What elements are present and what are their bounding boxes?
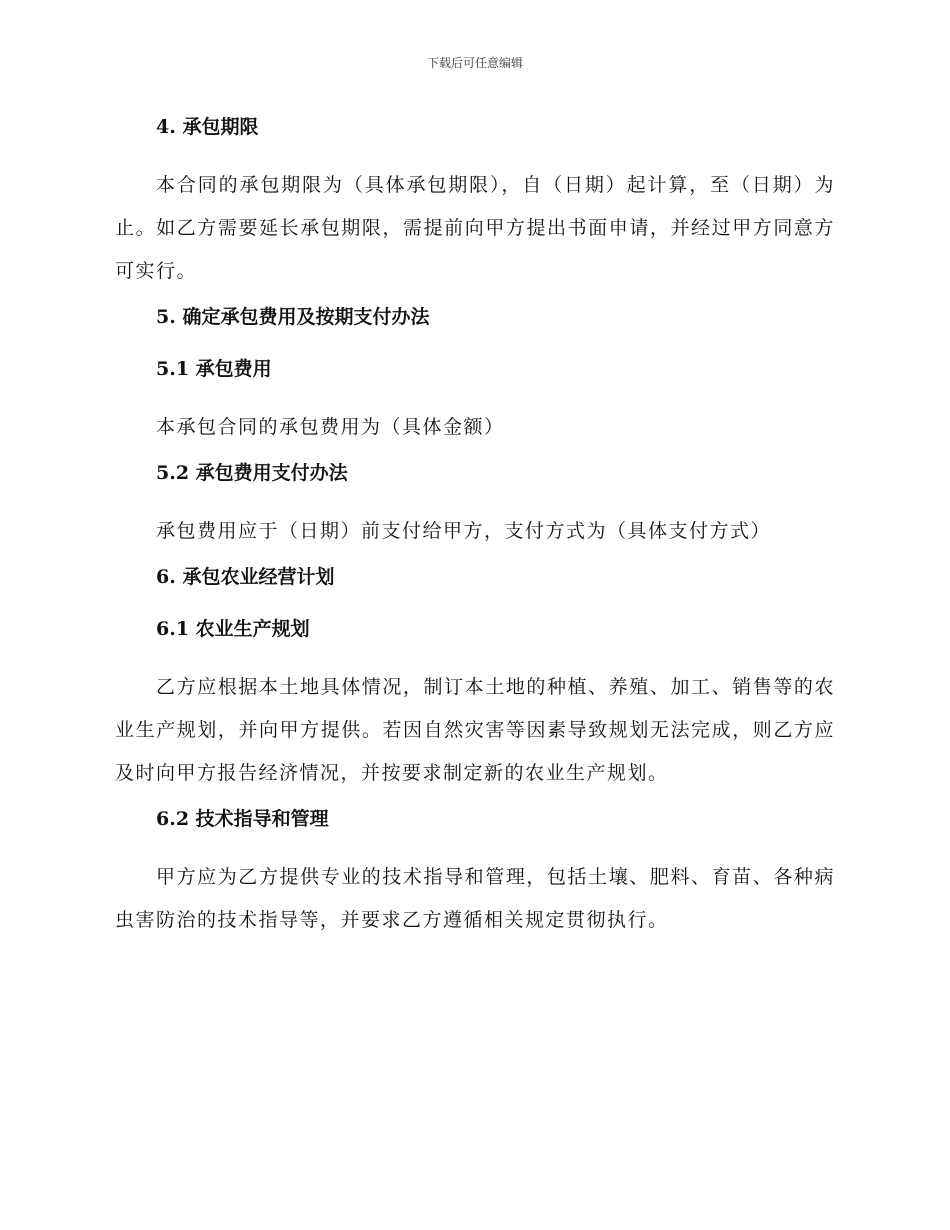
section-6-1-heading: 6.1 农业生产规划 xyxy=(156,618,310,640)
section-5-2-heading: 5.2 承包费用支付办法 xyxy=(156,462,348,484)
section-5-2-paragraph: 承包费用应于（日期）前支付给甲方，支付方式为（具体支付方式） xyxy=(156,520,772,542)
section-6-1-paragraph: 乙方应根据本土地具体情况，制订本土地的种植、养殖、加工、销售等的农业生产规划，并向甲方提供。若因自然灾害等因素导致规划无法完成，则乙方应及时向甲方报告经济情况，并按要求制定新的农业生产规划。 xyxy=(115,676,835,784)
section-4-heading: 4. 承包期限 xyxy=(156,116,259,138)
section-6-2-heading: 6.2 技术指导和管理 xyxy=(156,808,329,830)
section-5-heading: 5. 确定承包费用及按期支付办法 xyxy=(156,306,430,328)
document-body xyxy=(115,112,835,951)
section-6-2-paragraph: 甲方应为乙方提供专业的技术指导和管理，包括土壤、肥料、育苗、各种病虫害防治的技术指导等，并要求乙方遵循相关规定贯彻执行。 xyxy=(115,866,835,931)
page-header: 下载后可任意编辑 xyxy=(426,56,523,70)
section-6-heading: 6. 承包农业经营计划 xyxy=(156,566,335,588)
section-5-1-paragraph: 本承包合同的承包费用为（具体金额） xyxy=(156,416,505,438)
section-4-paragraph: 本合同的承包期限为（具体承包期限），自（日期）起计算，至（日期）为止。如乙方需要延长承包期限，需提前向甲方提出书面申请，并经过甲方同意方可实行。 xyxy=(115,174,835,282)
section-5-1-heading: 5.1 承包费用 xyxy=(156,358,272,380)
